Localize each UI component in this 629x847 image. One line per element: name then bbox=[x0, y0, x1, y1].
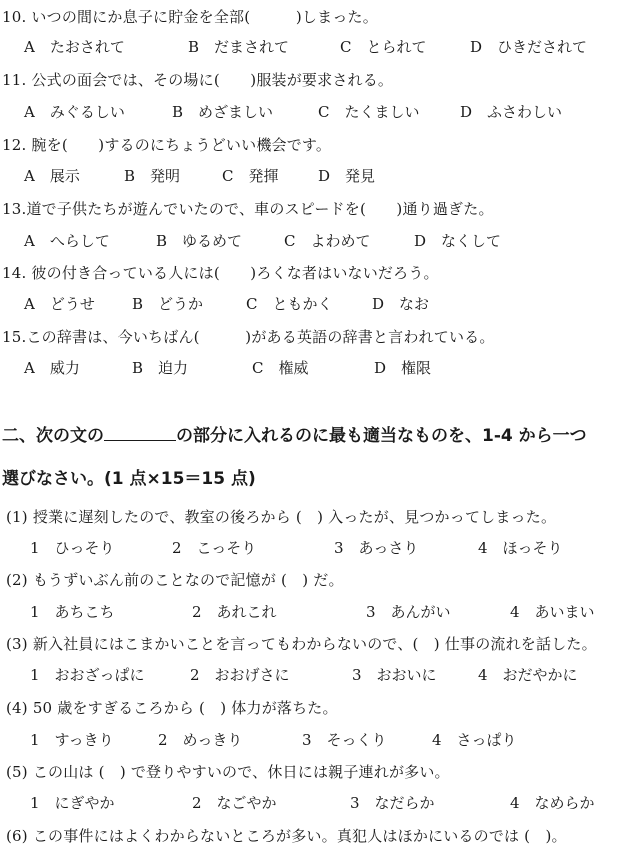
option-4: 4 あいまい bbox=[510, 603, 595, 621]
option-2: 2 なごやか bbox=[192, 794, 277, 812]
option-1: 1 ひっそり bbox=[30, 539, 115, 557]
question-text: 10. いつの間にか息子に貯金を全部( )しまった。 bbox=[2, 8, 378, 26]
option-b: B めざましい bbox=[172, 103, 274, 121]
option-b: B だまされて bbox=[188, 38, 290, 56]
option-3: 3 あっさり bbox=[334, 539, 419, 557]
option-d: D 権限 bbox=[374, 359, 432, 377]
option-a: A たおされて bbox=[24, 38, 125, 56]
option-1: 1 にぎやか bbox=[30, 794, 115, 812]
option-3: 3 おおいに bbox=[352, 666, 437, 684]
heading-part-b: の部分に入れるのに最も適当なものを、1-4 から一つ bbox=[176, 426, 587, 446]
option-a: A 展示 bbox=[24, 167, 80, 185]
question-text: 11. 公式の面会では、その場に( )服装が要求される。 bbox=[2, 71, 394, 89]
option-a: A みぐるしい bbox=[24, 103, 125, 121]
option-c: C よわめて bbox=[284, 232, 371, 250]
underline-blank bbox=[104, 426, 176, 441]
option-c: C 権威 bbox=[252, 359, 309, 377]
option-a: A どうせ bbox=[24, 295, 95, 313]
option-a: A へらして bbox=[24, 232, 110, 250]
option-d: D なくして bbox=[414, 232, 502, 250]
option-d: D ひきだされて bbox=[470, 38, 588, 56]
question-text: (2) もうずいぶん前のことなので記憶が ( ) だ。 bbox=[6, 571, 344, 589]
option-3: 3 そっくり bbox=[302, 731, 387, 749]
option-c: C ともかく bbox=[246, 295, 333, 313]
option-4: 4 なめらか bbox=[510, 794, 595, 812]
option-b: B 迫力 bbox=[132, 359, 189, 377]
section-heading-line2: 選びなさい。(1 点×15＝15 点) bbox=[2, 469, 256, 489]
question-text: 14. 彼の付き合っている人には( )ろくな者はいないだろう。 bbox=[2, 264, 439, 282]
heading-part-a: 二、次の文の bbox=[2, 426, 104, 446]
option-4: 4 さっぱり bbox=[432, 731, 517, 749]
option-a: A 威力 bbox=[24, 359, 80, 377]
option-3: 3 あんがい bbox=[366, 603, 451, 621]
option-c: C 発揮 bbox=[222, 167, 279, 185]
option-d: D 発見 bbox=[318, 167, 376, 185]
question-text: (6) この事件にはよくわからないところが多い。真犯人はほかにいるのでは ( )。 bbox=[6, 827, 567, 845]
option-2: 2 こっそり bbox=[172, 539, 257, 557]
option-2: 2 めっきり bbox=[158, 731, 243, 749]
option-b: B 発明 bbox=[124, 167, 181, 185]
option-1: 1 あちこち bbox=[30, 603, 115, 621]
option-4: 4 おだやかに bbox=[478, 666, 578, 684]
question-text: 12. 腕を( )するのにちょうどいい機会です。 bbox=[2, 136, 332, 154]
option-2: 2 おおげさに bbox=[190, 666, 290, 684]
option-2: 2 あれこれ bbox=[192, 603, 277, 621]
option-1: 1 おおざっぱに bbox=[30, 666, 145, 684]
option-b: B どうか bbox=[132, 295, 204, 313]
option-4: 4 ほっそり bbox=[478, 539, 563, 557]
option-1: 1 すっきり bbox=[30, 731, 114, 749]
question-text: (3) 新入社員にはこまかいことを言ってもわからないので、( ) 仕事の流れを話した。 bbox=[6, 635, 597, 653]
question-text: 15.この辞書は、今いちばん( )がある英語の辞書と言われている。 bbox=[2, 328, 495, 346]
question-text: (1) 授業に遅刻したので、教室の後ろから ( ) 入ったが、見つかってしまった。 bbox=[6, 508, 557, 526]
section-heading bbox=[2, 426, 587, 446]
option-c: C とられて bbox=[340, 38, 427, 56]
option-d: D ふさわしい bbox=[460, 103, 563, 121]
question-text: (5) この山は ( ) で登りやすいので、休日には親子連れが多い。 bbox=[6, 763, 450, 781]
option-c: C たくましい bbox=[318, 103, 420, 121]
option-d: D なお bbox=[372, 295, 430, 313]
option-b: B ゆるめて bbox=[156, 232, 243, 250]
question-text: (4) 50 歳をすぎるころから ( ) 体力が落ちた。 bbox=[6, 699, 338, 717]
question-text: 13.道で子供たちが遊んでいたので、車のスピードを( )通り過ぎた。 bbox=[2, 200, 494, 218]
option-3: 3 なだらか bbox=[350, 794, 435, 812]
